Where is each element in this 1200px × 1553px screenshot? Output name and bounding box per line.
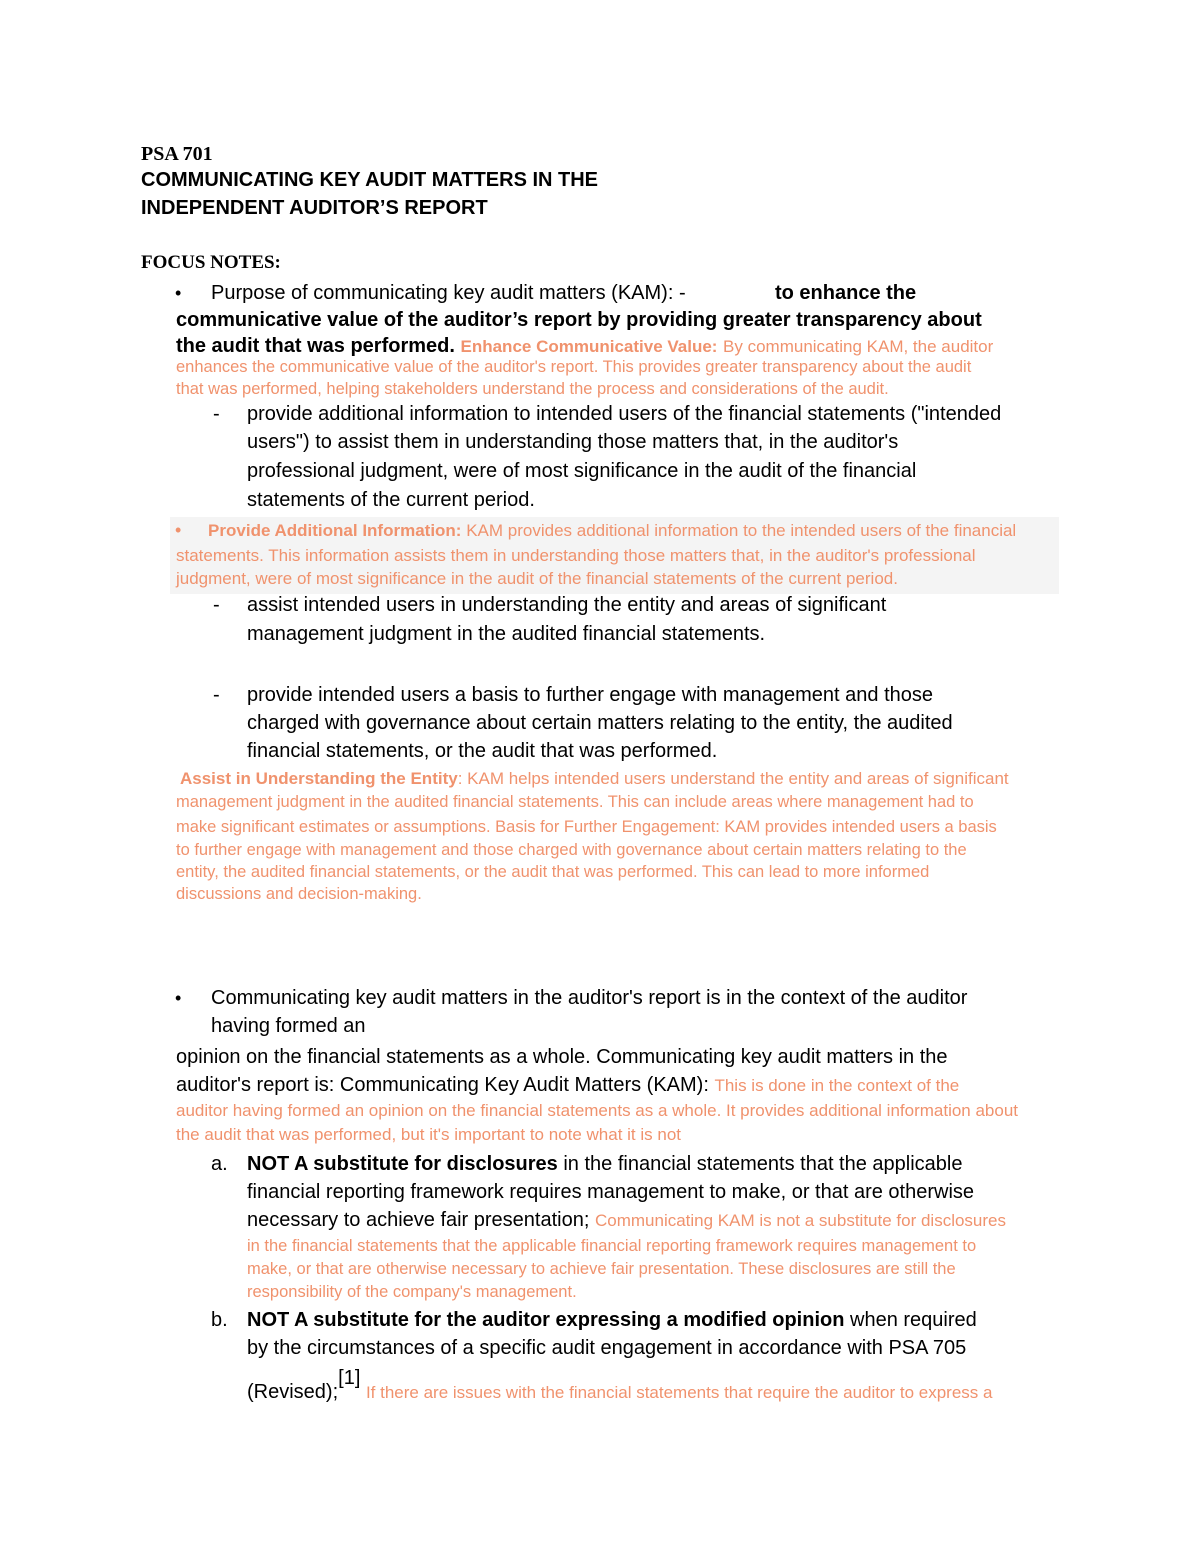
dash-marker: -: [213, 403, 220, 425]
item-a-text-3: necessary to achieve fair presentation;: [247, 1209, 590, 1231]
purpose-lead: Purpose of communicating key audit matters (KAM): -: [211, 282, 686, 304]
purpose-bold-a: to enhance the: [775, 282, 917, 304]
bullet-marker: •: [175, 520, 182, 540]
highlight-title: Provide Additional Information:: [208, 521, 462, 540]
context-line-3: opinion on the financial statements as a whole. Communicating key audit matters in the: [176, 1046, 948, 1068]
item-a-note-1: Communicating KAM is not a substitute for disclosures: [594, 1211, 1006, 1230]
purpose-bold-b: communicative value of the auditor’s report by providing greater transparency about: [176, 309, 982, 331]
enhance-note-a: By communicating KAM, the auditor: [723, 337, 994, 356]
context-note-3: the audit that was performed, but it's important to note what it is not: [176, 1125, 682, 1144]
document-title-line-1: COMMUNICATING KEY AUDIT MATTERS IN THE: [141, 169, 599, 191]
item-a-bold: NOT A substitute for disclosures: [247, 1153, 558, 1175]
context-line-4: [176, 1071, 959, 1100]
dash3-line-3: financial statements, or the audit that was performed.: [247, 740, 718, 762]
item-a-text-1: in the financial statements that the applicable: [563, 1153, 963, 1175]
assist-note-text-a: : KAM helps intended users understand the entity and areas of significant: [457, 769, 1009, 788]
standard-code: PSA 701: [141, 143, 213, 165]
focus-notes-heading: FOCUS NOTES:: [141, 252, 281, 273]
item-a-note-4: responsibility of the company's management.: [247, 1283, 577, 1301]
dash1-line-1: provide additional information to intended users of the financial statements ("intended: [247, 403, 1002, 425]
item-b-text-3: (Revised);: [247, 1381, 339, 1403]
item-b-line-3: [247, 1367, 993, 1407]
assist-note-text-b: management judgment in the audited financial statements. This can include areas where management had to: [176, 793, 974, 811]
highlight-text-a: KAM provides additional information to the intended users of the financial: [466, 521, 1017, 540]
item-a-note-2: in the financial statements that the applicable financial reporting framework requires management to: [247, 1237, 977, 1255]
assist-note-title: Assist in Understanding the Entity: [180, 769, 458, 788]
purpose-bold-c: the audit that was performed.: [176, 335, 455, 357]
item-b-bold: NOT A substitute for the auditor expressing a modified opinion: [247, 1309, 845, 1331]
dash2-line-2: management judgment in the audited financial statements.: [247, 623, 766, 645]
assist-note-line-a: [180, 768, 1009, 790]
dash1-line-3: professional judgment, were of most significance in the audit of the financial: [247, 460, 917, 482]
dash2-line-1: assist intended users in understanding the entity and areas of significant: [247, 594, 887, 616]
highlight-text-b: statements. This information assists them in understanding those matters that, in the auditor's professional: [176, 546, 976, 565]
bullet-marker: •: [175, 988, 182, 1008]
enhance-note-c: that was performed, helping stakeholders understand the process and considerations of the audit.: [176, 380, 889, 398]
assist-note-text-c: make significant estimates or assumptions. Basis for Further Engagement: KAM provides intended users a basis: [176, 818, 997, 836]
assist-note-text-f: discussions and decision-making.: [176, 885, 422, 903]
highlight-text-c: judgment, were of most significance in the audit of the financial statements of the current period.: [176, 569, 898, 588]
item-b-line-2: by the circumstances of a specific audit engagement in accordance with PSA 705: [247, 1337, 967, 1359]
context-note-1: This is done in the context of the: [714, 1076, 960, 1095]
context-line-4-text: auditor's report is: Communicating Key Audit Matters (KAM):: [176, 1074, 709, 1096]
context-note-2: auditor having formed an opinion on the financial statements as a whole. It provides additional information about: [176, 1101, 1019, 1120]
item-a-line-1: [247, 1150, 962, 1179]
item-a-marker: a.: [211, 1153, 228, 1175]
dash1-line-4: statements of the current period.: [247, 489, 535, 511]
enhance-note-title: Enhance Communicative Value:: [460, 337, 718, 356]
assist-note-text-d: to further engage with management and those charged with governance about certain matters relating to the: [176, 841, 967, 859]
item-b-line-1: [247, 1306, 977, 1335]
item-a-line-3: [247, 1206, 1006, 1235]
dash-marker: -: [213, 684, 220, 706]
item-b-marker: b.: [211, 1309, 228, 1331]
context-line-2: having formed an: [211, 1015, 366, 1037]
dash3-line-1: provide intended users a basis to further engage with management and those: [247, 684, 933, 706]
document-title-line-2: INDEPENDENT AUDITOR’S REPORT: [141, 197, 488, 219]
dash-marker: -: [213, 594, 220, 616]
assist-note-text-e: entity, the audited financial statements, or the audit that was performed. This can lead to more informed: [176, 863, 930, 881]
dash3-line-2: charged with governance about certain matters relating to the entity, the audited: [247, 712, 953, 734]
dash1-line-2: users") to assist them in understanding those matters that, in the auditor's: [247, 431, 899, 453]
footnote-ref[interactable]: [1]: [338, 1367, 361, 1389]
item-b-note-1: If there are issues with the financial statements that require the auditor to express a: [365, 1383, 993, 1402]
context-line-1: Communicating key audit matters in the auditor's report is in the context of the auditor: [211, 987, 968, 1009]
highlight-line-a: [175, 518, 1016, 543]
bullet-marker: •: [175, 283, 182, 303]
item-b-text-1: when required: [850, 1309, 977, 1331]
item-a-note-3: make, or that are otherwise necessary to achieve fair presentation. These disclosures are still the: [247, 1260, 956, 1278]
enhance-note-b: enhances the communicative value of the auditor's report. This provides greater transparency about the audit: [176, 358, 972, 376]
item-a-line-2: financial reporting framework requires management to make, or that are otherwise: [247, 1181, 975, 1203]
